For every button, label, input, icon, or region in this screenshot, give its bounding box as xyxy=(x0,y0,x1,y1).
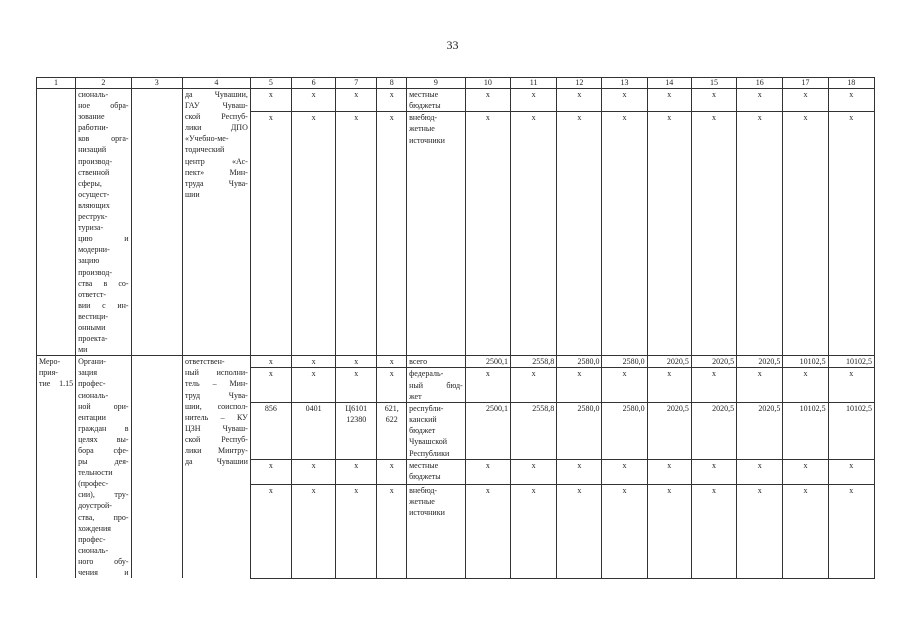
page-number: 33 xyxy=(446,38,459,52)
column-header: 9 xyxy=(407,78,466,89)
code-cell: x xyxy=(250,112,291,356)
value-cell: x xyxy=(465,460,510,484)
value-cell: x xyxy=(602,89,647,112)
executor-cell xyxy=(182,356,250,578)
value-cell: x xyxy=(783,112,828,356)
text-line: зацию xyxy=(78,256,100,266)
text-line: ЦЗН Чуваш- xyxy=(184,423,248,433)
value-cell: x xyxy=(602,112,647,356)
code-cell: x xyxy=(291,484,335,578)
column-header: 15 xyxy=(691,78,736,89)
text-line: онными xyxy=(78,322,106,332)
text-line: республи- xyxy=(409,404,444,414)
text-line: производ- xyxy=(78,156,113,166)
text-line: вестици- xyxy=(78,311,109,321)
column-header: 10 xyxy=(465,78,510,89)
text-line: внебюд- xyxy=(409,113,438,123)
code-cell: x xyxy=(377,112,407,356)
value-cell: 2020,5 xyxy=(647,356,691,368)
value-cell: x xyxy=(691,484,736,578)
text-line: реструк- xyxy=(78,212,108,222)
text-line: хождения xyxy=(78,523,111,533)
column-header: 3 xyxy=(131,78,182,89)
text-line: канский xyxy=(409,415,437,425)
code-cell: x xyxy=(377,356,407,368)
text-line: труд Чува- xyxy=(184,390,248,400)
value-cell: x xyxy=(737,89,783,112)
code-cell: x xyxy=(377,368,407,403)
text-line: ентации xyxy=(78,412,106,422)
text-line: тодический xyxy=(184,145,225,155)
text-line: бюджеты xyxy=(409,472,441,482)
text-line: всего xyxy=(409,357,428,367)
value-cell: 2580,0 xyxy=(602,356,647,368)
value-cell: 2580,0 xyxy=(557,403,602,460)
text-line: зование xyxy=(78,112,105,122)
value-cell: 2020,5 xyxy=(737,356,783,368)
text-line: ры дея- xyxy=(78,457,129,467)
text-line: источники xyxy=(409,135,445,145)
funding-source-cell xyxy=(407,368,466,403)
funding-source-cell xyxy=(407,112,466,356)
funding-source-cell xyxy=(407,356,466,368)
column-header: 4 xyxy=(182,78,250,89)
text-line: бюджет xyxy=(409,426,436,436)
text-line: сии), тру- xyxy=(78,490,129,500)
code-cell: 621, 622 xyxy=(377,403,407,460)
value-cell: x xyxy=(647,368,691,403)
text-line: низаций xyxy=(78,145,107,155)
text-line: лики Минтру- xyxy=(184,446,248,455)
text-line: ГАУ Чуваш- xyxy=(184,101,248,111)
value-cell: x xyxy=(691,460,736,484)
text-line: ответст- xyxy=(78,289,107,299)
value-cell: x xyxy=(783,89,828,112)
value-cell: x xyxy=(828,89,874,112)
empty-cell xyxy=(131,89,182,356)
value-cell: x xyxy=(602,484,647,578)
code-cell: x xyxy=(336,356,377,368)
value-cell: x xyxy=(557,460,602,484)
empty-cell xyxy=(131,356,182,578)
code-cell: x xyxy=(336,368,377,403)
text-line: сиональ- xyxy=(78,390,109,400)
value-cell: x xyxy=(465,484,510,578)
value-cell: x xyxy=(510,484,556,578)
text-line: тельности xyxy=(78,468,113,478)
code-cell: x xyxy=(291,356,335,368)
activity-number-cell xyxy=(37,356,76,578)
text-line: осущест- xyxy=(78,189,110,199)
text-line: ный бюд- xyxy=(409,380,463,390)
value-cell: x xyxy=(510,89,556,112)
text-line: ного обу- xyxy=(78,556,129,566)
text-line: сферы, xyxy=(78,178,102,188)
value-cell: x xyxy=(465,368,510,403)
code-cell: x xyxy=(377,89,407,112)
text-line: вляющих xyxy=(78,200,110,210)
column-header: 11 xyxy=(510,78,556,89)
code-cell: x xyxy=(250,484,291,578)
value-cell: x xyxy=(510,112,556,356)
text-line: модерни- xyxy=(78,245,110,255)
value-cell: x xyxy=(602,460,647,484)
text-line: жетные xyxy=(409,496,435,506)
column-header: 2 xyxy=(76,78,132,89)
text-line: ный исполни- xyxy=(184,368,248,378)
text-line: туриза- xyxy=(78,223,104,233)
text-line: производ- xyxy=(78,267,113,277)
activity-name-cell xyxy=(76,89,132,356)
value-cell: 2558,8 xyxy=(510,403,556,460)
funding-source-cell xyxy=(407,460,466,484)
text-line: труда Чува- xyxy=(184,178,248,188)
text-line: тель – Мин- xyxy=(184,379,248,389)
text-line: лики ДПО xyxy=(184,123,248,133)
value-cell: x xyxy=(828,484,874,578)
value-cell: x xyxy=(691,89,736,112)
code-cell: x xyxy=(250,460,291,484)
text-line: местные xyxy=(409,461,439,471)
value-cell: x xyxy=(737,112,783,356)
text-line: ской Респуб- xyxy=(184,112,248,122)
value-cell: x xyxy=(647,460,691,484)
table-row xyxy=(37,356,875,368)
value-cell: x xyxy=(737,460,783,484)
text-line: ства в со- xyxy=(78,278,129,288)
text-line: пект» Мин- xyxy=(184,167,248,177)
value-cell: x xyxy=(557,112,602,356)
value-cell: x xyxy=(783,484,828,578)
funding-source-cell xyxy=(407,484,466,578)
text-line: источники xyxy=(409,507,445,517)
column-header: 1 xyxy=(37,78,76,89)
text-line: ной ори- xyxy=(78,401,129,411)
column-header: 17 xyxy=(783,78,828,89)
code-cell: Ц6101 12380 xyxy=(336,403,377,460)
value-cell: x xyxy=(691,368,736,403)
text-line: чения и xyxy=(78,568,129,578)
value-cell: 2500,1 xyxy=(465,403,510,460)
text-line: ственной xyxy=(78,167,110,177)
activity-name-cell xyxy=(76,356,132,578)
column-header: 5 xyxy=(250,78,291,89)
value-cell: x xyxy=(557,89,602,112)
text-line: бюджеты xyxy=(409,101,441,111)
text-line: шии, соиспол- xyxy=(184,401,248,411)
column-header: 7 xyxy=(336,78,377,89)
value-cell: x xyxy=(737,368,783,403)
text-line: ской Респуб- xyxy=(184,434,248,444)
value-cell: x xyxy=(647,112,691,356)
column-header: 16 xyxy=(737,78,783,89)
code-cell: x xyxy=(336,484,377,578)
text-line: ства, про- xyxy=(78,512,129,522)
text-line: Органи- xyxy=(78,357,106,367)
code-cell: 0401 xyxy=(291,403,335,460)
text-line: ответствен- xyxy=(184,357,225,367)
text-line: да Чувашии xyxy=(184,457,248,467)
budget-table xyxy=(36,77,875,579)
text-line: целях вы- xyxy=(78,434,129,444)
code-cell: x xyxy=(250,89,291,112)
value-cell: x xyxy=(828,112,874,356)
text-line: внебюд- xyxy=(409,485,438,495)
text-line: работни- xyxy=(78,123,109,133)
funding-source-cell xyxy=(407,403,466,460)
text-line: проекта- xyxy=(78,334,108,344)
code-cell: x xyxy=(250,368,291,403)
value-cell: x xyxy=(783,460,828,484)
value-cell: x xyxy=(465,112,510,356)
value-cell: x xyxy=(465,89,510,112)
text-line: профес- xyxy=(78,534,106,544)
text-line: цию и xyxy=(78,234,129,244)
text-line: граждан в xyxy=(78,423,129,433)
value-cell: 2020,5 xyxy=(691,403,736,460)
code-cell: x xyxy=(336,460,377,484)
value-cell: 2500,1 xyxy=(465,356,510,368)
value-cell: x xyxy=(783,368,828,403)
column-header: 14 xyxy=(647,78,691,89)
text-line: тие 1.15 xyxy=(39,379,74,389)
text-line: бора сфе- xyxy=(78,446,129,455)
value-cell: 2580,0 xyxy=(602,403,647,460)
value-cell: x xyxy=(602,368,647,403)
value-cell: x xyxy=(557,368,602,403)
text-line: да Чувашии, xyxy=(184,90,248,99)
code-cell: x xyxy=(291,368,335,403)
code-cell: x xyxy=(336,89,377,112)
value-cell: x xyxy=(647,89,691,112)
table-row xyxy=(37,89,875,112)
text-line: нитель – КУ xyxy=(184,412,248,422)
column-header: 12 xyxy=(557,78,602,89)
text-line: Республики xyxy=(409,448,450,458)
value-cell: 2020,5 xyxy=(691,356,736,368)
text-line: сиональ- xyxy=(78,90,109,99)
column-header: 8 xyxy=(377,78,407,89)
column-header: 13 xyxy=(602,78,647,89)
value-cell: x xyxy=(510,460,556,484)
text-line: зация xyxy=(78,368,98,378)
value-cell: 10102,5 xyxy=(828,356,874,368)
text-line: профес- xyxy=(78,379,106,389)
code-cell: x xyxy=(291,112,335,356)
text-line: федераль- xyxy=(409,369,444,379)
code-cell: x xyxy=(250,356,291,368)
text-line: шии xyxy=(184,189,200,199)
activity-number-cell xyxy=(37,89,76,356)
column-header: 6 xyxy=(291,78,335,89)
value-cell: x xyxy=(557,484,602,578)
code-cell: x xyxy=(377,460,407,484)
code-cell: x xyxy=(291,89,335,112)
value-cell: x xyxy=(737,484,783,578)
table-body xyxy=(37,78,875,579)
text-line: вии с ин- xyxy=(78,300,129,310)
value-cell: 10102,5 xyxy=(783,403,828,460)
text-line: «Учебно-ме- xyxy=(184,134,229,144)
value-cell: 2558,8 xyxy=(510,356,556,368)
value-cell: x xyxy=(828,368,874,403)
text-line: местные xyxy=(409,90,439,99)
text-line: прия- xyxy=(39,368,58,378)
text-line: сиональ- xyxy=(78,545,109,555)
header-row xyxy=(37,78,875,89)
text-line: ков орга- xyxy=(78,134,129,144)
text-line: ное обра- xyxy=(78,101,129,111)
value-cell: 2580,0 xyxy=(557,356,602,368)
code-cell: x xyxy=(291,460,335,484)
text-line: Меро- xyxy=(39,357,61,367)
text-line: Чувашской xyxy=(409,437,448,447)
code-cell: 856 xyxy=(250,403,291,460)
funding-source-cell xyxy=(407,89,466,112)
text-line: центр «Ас- xyxy=(184,156,248,166)
text-line: жет xyxy=(409,391,422,401)
text-line: жетные xyxy=(409,124,435,134)
code-cell: x xyxy=(377,484,407,578)
code-cell: x xyxy=(336,112,377,356)
value-cell: x xyxy=(510,368,556,403)
value-cell: 10102,5 xyxy=(828,403,874,460)
text-line: ми xyxy=(78,345,88,355)
value-cell: 2020,5 xyxy=(647,403,691,460)
value-cell: x xyxy=(647,484,691,578)
value-cell: x xyxy=(828,460,874,484)
executor-cell xyxy=(182,89,250,356)
text-line: (профес- xyxy=(78,479,109,489)
text-line: доустрой- xyxy=(78,501,112,511)
value-cell: 2020,5 xyxy=(737,403,783,460)
value-cell: x xyxy=(691,112,736,356)
column-header: 18 xyxy=(828,78,874,89)
value-cell: 10102,5 xyxy=(783,356,828,368)
